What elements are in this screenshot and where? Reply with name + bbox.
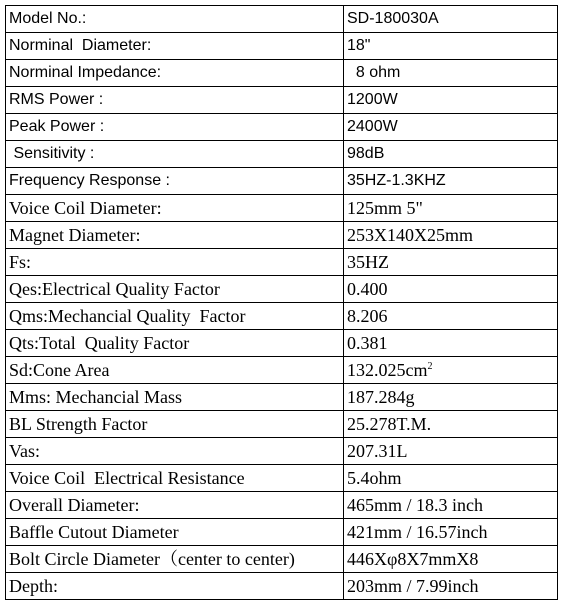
spec-label-qms: Qms:Mechancial Quality Factor [6,303,344,330]
spec-sheet [5,5,555,600]
spec-label-magnet-diameter: Magnet Diameter: [6,222,344,249]
table-row [6,87,558,114]
table-row [6,438,558,465]
table-row [6,411,558,438]
table-row [6,141,558,168]
spec-label-re: Voice Coil Electrical Resistance [6,465,344,492]
spec-value-nominal-impedance: 8 ohm [344,60,558,87]
table-row [6,357,558,384]
table-row [6,249,558,276]
spec-value-vas: 207.31L [344,438,558,465]
spec-label-voice-coil-diameter: Voice Coil Diameter: [6,195,344,222]
table-row [6,168,558,195]
table-row [6,546,558,573]
spec-label-fs: Fs: [6,249,344,276]
cone-area-unit-exponent: 2 [427,361,433,372]
spec-value-bolt-circle: 446Xφ8X7mmX8 [344,546,558,573]
spec-value-nominal-diameter: 18" [344,33,558,60]
table-row [6,33,558,60]
spec-value-qes: 0.400 [344,276,558,303]
table-row [6,519,558,546]
table-row [6,303,558,330]
spec-value-overall-diameter: 465mm / 18.3 inch [344,492,558,519]
table-row [6,573,558,600]
spec-value-mms: 187.284g [344,384,558,411]
table-row [6,6,558,33]
spec-label-mms: Mms: Mechancial Mass [6,384,344,411]
spec-label-peak-power: Peak Power : [6,114,344,141]
spec-value-voice-coil-diameter: 125mm 5" [344,195,558,222]
spec-value-fs: 35HZ [344,249,558,276]
spec-value-rms-power: 1200W [344,87,558,114]
spec-label-depth: Depth: [6,573,344,600]
spec-value-peak-power: 2400W [344,114,558,141]
table-row [6,60,558,87]
spec-label-rms-power: RMS Power : [6,87,344,114]
spec-label-qes: Qes:Electrical Quality Factor [6,276,344,303]
spec-value-depth: 203mm / 7.99inch [344,573,558,600]
table-row [6,492,558,519]
table-row [6,330,558,357]
spec-label-nominal-impedance: Norminal Impedance: [6,60,344,87]
spec-label-frequency-response: Frequency Response : [6,168,344,195]
spec-value-cone-area [344,357,558,384]
table-row [6,222,558,249]
spec-label-bl: BL Strength Factor [6,411,344,438]
spec-value-magnet-diameter: 253X140X25mm [344,222,558,249]
spec-value-frequency-response: 35HZ-1.3KHZ [344,168,558,195]
spec-value-qms: 8.206 [344,303,558,330]
table-row [6,114,558,141]
spec-label-sensitivity: Sensitivity : [6,141,344,168]
table-row [6,465,558,492]
cone-area-number: 132.025cm [347,360,428,380]
spec-label-vas: Vas: [6,438,344,465]
spec-label-model: Model No.: [6,6,344,33]
table-row [6,276,558,303]
spec-value-bl: 25.278T.M. [344,411,558,438]
spec-value-qts: 0.381 [344,330,558,357]
spec-label-nominal-diameter: Norminal Diameter: [6,33,344,60]
spec-value-model: SD-180030A [344,6,558,33]
spec-value-sensitivity: 98dB [344,141,558,168]
spec-label-cone-area: Sd:Cone Area [6,357,344,384]
table-row [6,384,558,411]
spec-label-baffle-cutout: Baffle Cutout Diameter [6,519,344,546]
spec-label-overall-diameter: Overall Diameter: [6,492,344,519]
table-row [6,195,558,222]
spec-value-baffle-cutout: 421mm / 16.57inch [344,519,558,546]
spec-table [5,5,558,600]
spec-value-re: 5.4ohm [344,465,558,492]
spec-label-bolt-circle: Bolt Circle Diameter（center to center) [6,546,344,573]
spec-label-qts: Qts:Total Quality Factor [6,330,344,357]
